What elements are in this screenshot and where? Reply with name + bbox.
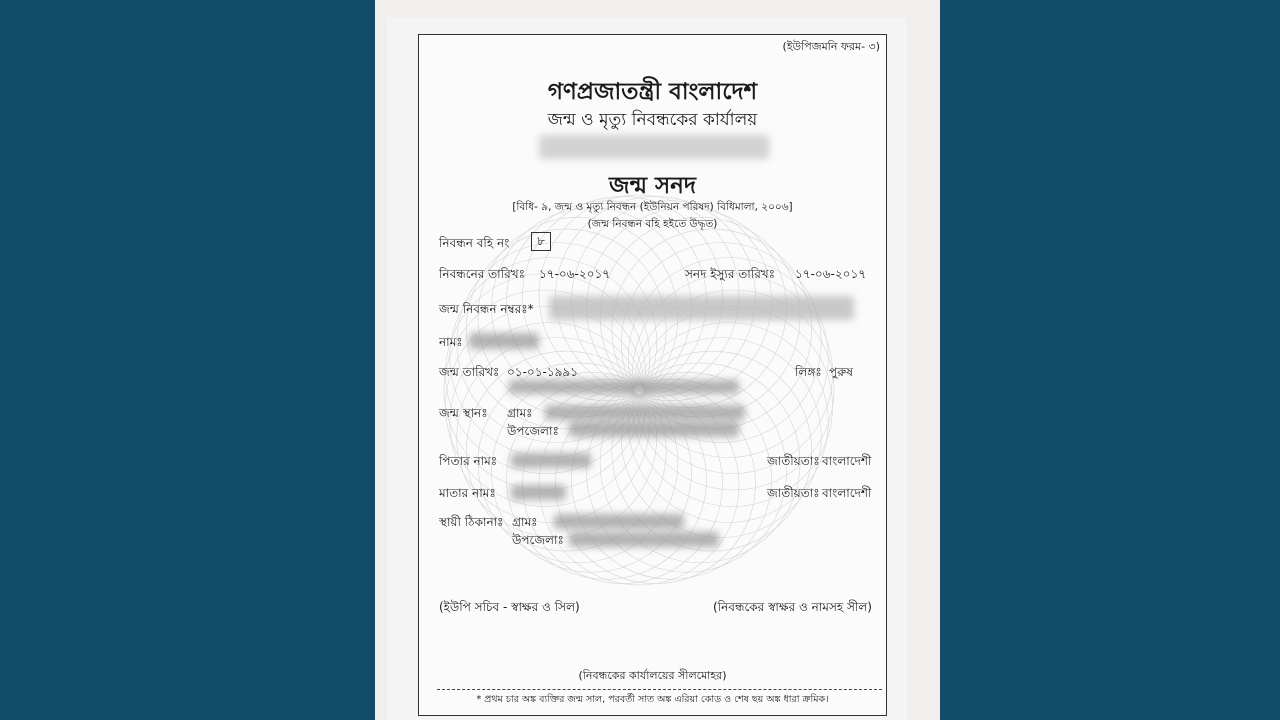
name-label: নামঃ	[439, 335, 463, 349]
mother-nationality-label: জাতীয়তাঃ	[767, 486, 820, 500]
redacted-permanent-upazila	[569, 532, 719, 547]
issue-date-label: সনদ ইস্যুর তারিখঃ	[685, 267, 776, 281]
gender-value: পুরুষ	[829, 365, 853, 379]
birth-village-label: গ্রামঃ	[507, 406, 533, 420]
registration-number-label: জন্ম নিবন্ধন নম্বরঃ*	[439, 302, 534, 316]
form-number: (ইউপিজমনি ফরম- ৩)	[782, 40, 880, 53]
registration-date-label: নিবন্ধনের তারিখঃ	[439, 267, 525, 281]
birth-upazila-label: উপজেলাঃ	[507, 424, 559, 438]
redacted-father-name	[511, 453, 591, 468]
redacted-office-location	[539, 135, 769, 159]
gender-label: লিঙ্গঃ	[795, 365, 822, 379]
redacted-birth-upazila	[569, 421, 739, 437]
registrar-signature: (নিবন্ধকের স্বাক্ষর ও নামসহ সীল)	[713, 600, 872, 614]
redacted-mother-name	[511, 485, 566, 500]
redacted-birth-place-line1	[509, 380, 739, 394]
secretary-signature: (ইউপি সচিব - স্বাক্ষর ও সিল)	[439, 600, 580, 614]
mother-nationality: বাংলাদেশী	[822, 486, 872, 500]
permanent-upazila-label: উপজেলাঃ	[512, 533, 564, 547]
redacted-registration-number	[549, 296, 854, 320]
rule-reference: [বিধি- ৯, জন্ম ও মৃত্যু নিবন্ধন (ইউনিয়ন পরিষদ) বিধিমালা, ২০০৬]	[512, 201, 793, 213]
redacted-name	[469, 333, 539, 349]
redacted-permanent-village	[554, 514, 684, 529]
father-nationality-label: জাতীয়তাঃ	[767, 454, 820, 468]
office-title: জন্ম ও মৃত্যু নিবন্ধকের কার্যালয়	[547, 110, 758, 130]
dob-value: ০১-০১-১৯৯১	[507, 365, 578, 379]
extract-note: (জন্ম নিবন্ধন বহি হইতে উদ্ধৃত)	[587, 218, 718, 230]
father-name-label: পিতার নামঃ	[439, 454, 498, 468]
registration-date: ১৭-০৬-২০১৭	[539, 267, 611, 281]
birth-place-label: জন্ম স্থানঃ	[439, 406, 488, 420]
country-title: গণপ্রজাতন্ত্রী বাংলাদেশ	[547, 79, 758, 105]
footnote: * প্রথম চার অঙ্ক ব্যক্তির জন্ম সাল, পরবর্তী সাত অঙ্ক এরিয়া কোড ও শেষ ছয় অঙ্ক ধারা ক্রমিক।	[476, 694, 829, 705]
office-seal: (নিবন্ধকের কার্যালয়ের সীলমোহর)	[578, 669, 727, 682]
certificate-title: জন্ম সনদ	[609, 173, 696, 199]
permanent-village-label: গ্রামঃ	[512, 515, 538, 529]
footnote-divider	[437, 689, 882, 690]
register-book-number: ৮	[531, 232, 551, 251]
father-nationality: বাংলাদেশী	[822, 454, 872, 468]
permanent-address-label: স্থায়ী ঠিকানাঃ	[439, 515, 504, 529]
birth-certificate	[418, 34, 887, 716]
register-book-label: নিবন্ধন বহি নং	[439, 236, 510, 250]
issue-date: ১৭-০৬-২০১৭	[795, 267, 867, 281]
redacted-birth-village	[545, 405, 745, 420]
mother-name-label: মাতার নামঃ	[439, 486, 496, 500]
dob-label: জন্ম তারিখঃ	[439, 365, 500, 379]
